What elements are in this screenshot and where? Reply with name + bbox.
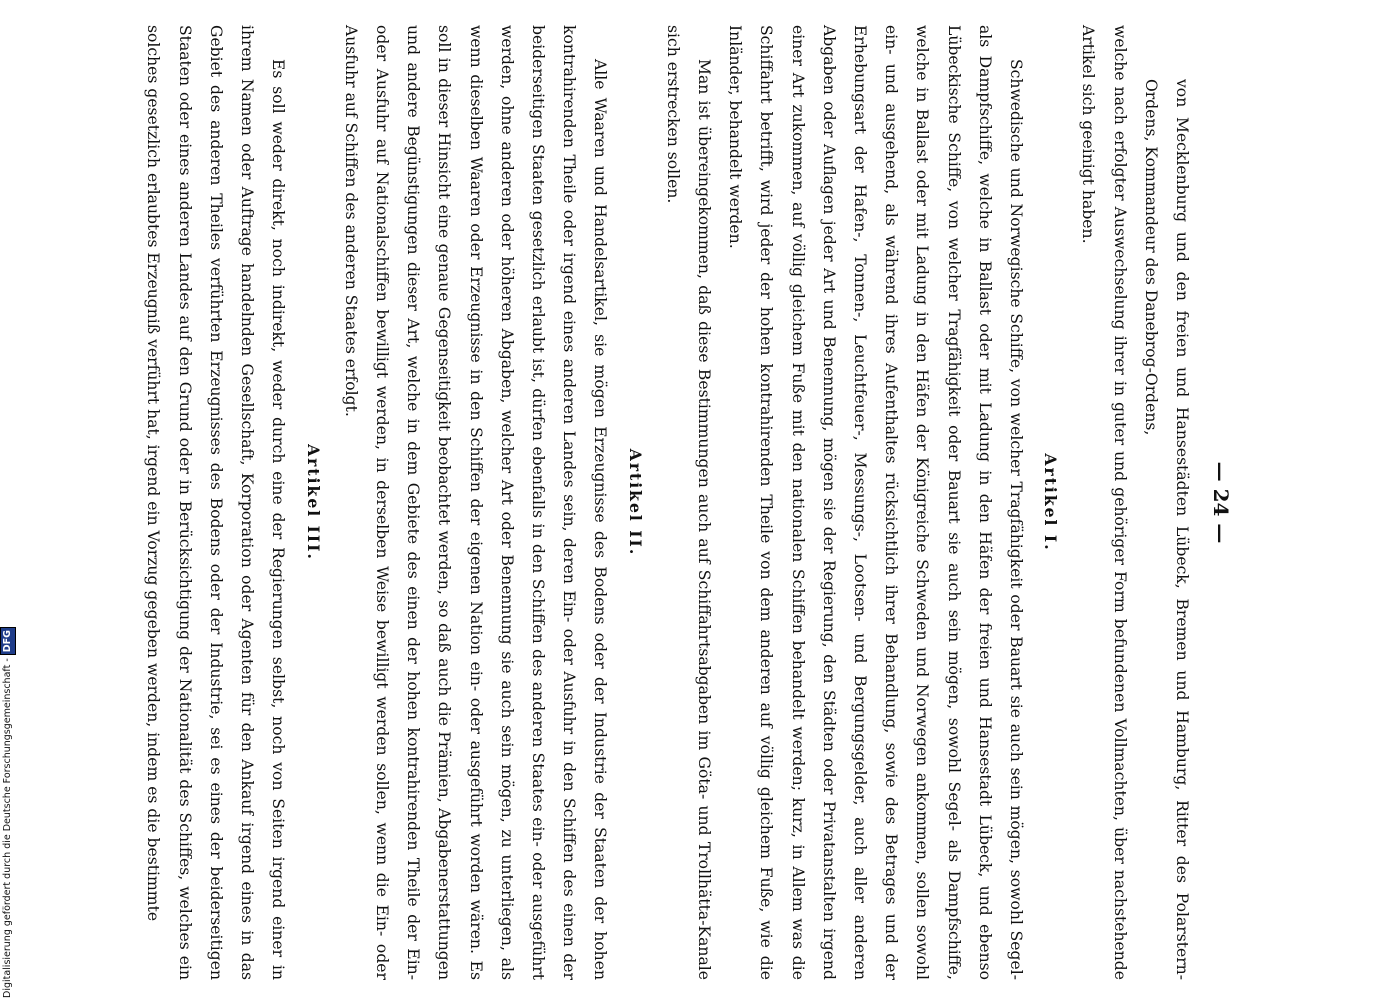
- article-paragraph: Schwedische und Norwegische Schiffe, von welcher Tragfähigkeit oder Bauart sie auch sein mögen, sowohl Segel- als Dampfschiffe, welche in Ballast oder mit Ladung in den Häfen der freien und Hansestadt Lübeck, und ebenso Lübeckische Schiffe, von welcher Tragfähigkeit oder Bauart sie auch sein mögen, sowohl Segel- als Dampfschiffe, welche in Ballast oder mit Ladung in den Häfen der Königreiche Schweden und Norwegen ankommen, sollen sowohl ein- und ausgehend, als während ihres Aufenthaltes rücksichtlich ihrer Behandlung, sowie des Betrages und der Erhebungsart der Hafen-, Tonnen-, Leuchtfeuer-, Messungs-, Lootsen- und Bergungsgelder, auch aller anderen Abgaben oder Auflagen jeder Art und Benennung, mögen sie der Regierung, den Städten oder Privatanstalten irgend einer Art zukommen, auf völlig gleichem Fuße mit den nationalen Schiffen behandelt werden; kurz, in Allem was die Schiffahrt betrifft, wird jeder der hohen kontrahirenden Theile von dem anderen auf völlig gleichem Fuße, wie die Inländer, behandelt werden.: [726, 25, 1025, 980]
- page-number: — 24 —: [1209, 461, 1233, 544]
- article-1: [657, 25, 1067, 980]
- credit-text: Digitalisierung gefördert durch die Deutsche Forschungsgemeinschaft -: [2, 658, 13, 998]
- document-page: [121, 25, 1241, 980]
- dfg-logo-icon: DFG: [0, 627, 16, 655]
- intro-signatory-line: von Mecklenburg und den freien und Hansestädten Lübeck, Bremen und Hamburg, Ritter des Polarstern-Ordens, Kommandeur des Danebrog-Ordens,: [1141, 79, 1191, 980]
- intro-paragraph: welche nach erfolgter Auswechselung ihrer in guter und gehöriger Form befundenen Vollmachten, über nachstehende Artikel sich geeinigt haben.: [1079, 25, 1129, 980]
- article-paragraph: Alle Waaren und Handelsartikel, sie mögen Erzeugnisse des Bodens oder der Industrie der Staaten der hohen kontrahirenden Theile oder irgend eines anderen Landes sein, deren Ein- oder Ausfuhr in den Schiffen des einen der beiderseitigen Staaten gesetzlich erlaubt ist, dürfen ebenfalls in den Schiffen des anderen Staates ein- oder ausgeführt werden, ohne anderen oder höheren Abgaben, welcher Art oder Benennung sie auch sein mögen, zu unterliegen, als wenn dieselben Waaren oder Erzeugnisse in den Schiffen der eigenen Nation ein- oder ausgeführt worden wären. Es soll in dieser Hinsicht eine genaue Gegenseitigkeit beobachtet werden, so daß auch die Prämien, Abgabenerstattungen und andere Begünstigungen dieser Art, welche in dem Gebiete des einen der hohen kontrahirenden Theile der Ein- oder Ausfuhr auf Nationalschiffen bewilligt werden, in derselben Weise bewilligt werden sollen, wenn die Ein- oder Ausfuhr auf Schiffen des anderen Staates erfolgt.: [341, 25, 610, 980]
- article-heading: Artikel I.: [1041, 453, 1061, 552]
- article-heading: Artikel II.: [625, 448, 645, 557]
- article-2: [335, 25, 651, 980]
- article-3: [137, 25, 328, 980]
- article-paragraph: Man ist übereingekommen, daß diese Bestimmungen auch auf Schiffahrtsabgaben im Göta- und Trollhätta-Kanale sich erstrecken sollen.: [663, 25, 713, 980]
- article-paragraph: Es soll weder direkt, noch indirekt, weder durch eine der Regierungen selbst, noch von Seiten irgend einer in ihrem Namen oder Auftrage handelnden Gesellschaft, Korporation oder Agenten für den Ankauf irgend eines in das Gebiet des anderen Theiles verführten Erzeugnisses des Bodens oder der Industrie, sei es eines der beiderseitigen Staaten oder eines anderen Landes auf den Grund oder in Berücksichtigung der Nationalität des Schiffes, welches ein solches gesetzlich erlaubtes Erzeugniß verführt hat, irgend ein Vorzug gegeben werden, indem es die bestimmte: [144, 25, 288, 980]
- digitization-credit: [0, 608, 14, 998]
- article-heading: Artikel III.: [303, 444, 323, 561]
